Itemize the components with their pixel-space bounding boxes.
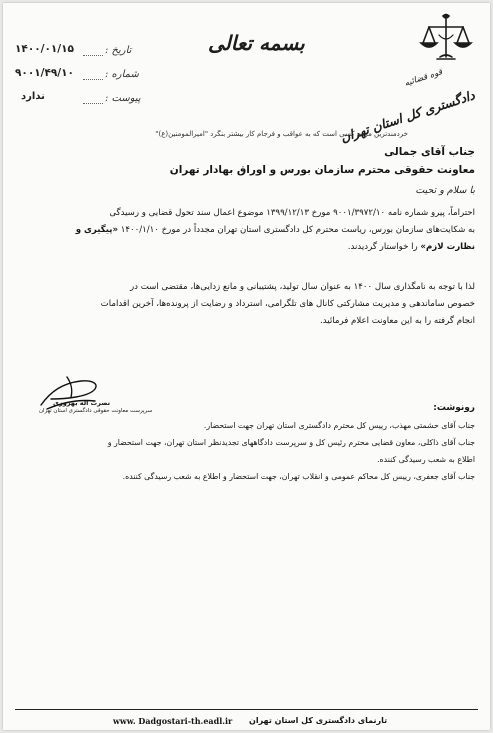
date-value: ۱۴۰۰/۰۱/۱۵ <box>15 43 74 55</box>
body-p1-line2: به شکایت‌های سازمان بورس، ریاست محترم کل دادگستری استان تهران مجدداً در مورخ ۱۴۰۰/۱/۱۰ «پیگیری و <box>75 225 475 235</box>
body-p2-line3: انجام گرفته را به این معاونت اعلام فرمائید. <box>320 316 475 326</box>
body-paragraph-1 <box>25 205 475 256</box>
date-label: تاریخ : <box>105 45 132 56</box>
footer-label: تارنمای دادگستری کل استان تهران <box>249 716 388 725</box>
date-dots <box>83 55 103 56</box>
number-dots <box>83 79 103 80</box>
body-p2-line1: لذا با توجه به نامگذاری سال ۱۴۰۰ به عنوان سال تولید، پشتیبانی و مانع زدایی‌ها، مقتضی است در <box>130 282 475 292</box>
body-p1-line1: احتراماً، پیرو شماره نامه ۹۰۰۱/۳۹۷۲/۱۰ مورخ ۱۳۹۹/۱۲/۱۳ موضوع اعمال سند تحول قضایی و رسیدگی <box>109 208 475 218</box>
cc-line-2a: جناب آقای ذاکلی، معاون قضایی محترم رئیس کل و سرپرست دادگاههای تجدیدنظر استان تهران، جهت استحضار و <box>107 438 475 447</box>
number-label: شماره : <box>105 69 139 80</box>
signatory-name: نصرت اله بهروزی <box>53 399 111 407</box>
cc-line-2b: اطلاع به شعب رسیدگی کننده. <box>377 455 475 464</box>
body-paragraph-2 <box>25 279 475 330</box>
judiciary-scales-emblem-icon <box>417 13 475 67</box>
body-p2-line2: خصوص ساماندهی و مدیریت مشارکتی کانال های تلگرامی، استرداد و رضایت از پرونده‌ها، آخرین اقدامات <box>100 299 475 309</box>
footer-website: www. Dadgostari-th.eadl.ir <box>113 716 233 726</box>
cc-line-3: جناب آقای جعفری، رییس کل محاکم عمومی و انقلاب تهران، جهت استحضار و اطلاع به شعب رسیدگی کننده. <box>122 472 475 481</box>
attachment-dots <box>83 103 103 104</box>
footer-divider <box>15 709 478 710</box>
attachment-label: پیوست : <box>105 93 141 104</box>
greeting: با سلام و تحیت <box>415 185 475 196</box>
body-p1-line3: نظارت لازم» را خواستار گردیدند. <box>347 242 475 252</box>
cc-list <box>25 417 475 485</box>
addressee-title: معاونت حقوقی محترم سازمان بورس و اوراق بهادار تهران <box>169 164 475 176</box>
signatory-title: سرپرست معاونت حقوقی دادگستری استان تهران <box>39 408 153 414</box>
letter-page <box>3 3 490 730</box>
brand-top-text: قوه قضائیه <box>403 67 444 89</box>
bismillah-calligraphy: بسمه تعالی <box>208 31 305 55</box>
cc-heading: رونوشت: <box>433 403 475 413</box>
hadith-quote: خردمندترین مردم کسی است که به عواقب و فرجام کار بیشتر بنگرد "امیرالمومنین(ع)" <box>155 130 408 138</box>
attachment-value: ندارد <box>21 91 45 102</box>
brand-main-text: دادگستری کل استان تهران <box>338 87 477 145</box>
cc-line-1: جناب آقای حشمتی مهذب، رییس کل محترم دادگستری استان تهران جهت استحضار. <box>203 421 475 430</box>
addressee-name: جناب آقای جمالی <box>384 146 475 158</box>
letter-number-value: ۹۰۰۱/۴۹/۱۰ <box>15 67 74 79</box>
